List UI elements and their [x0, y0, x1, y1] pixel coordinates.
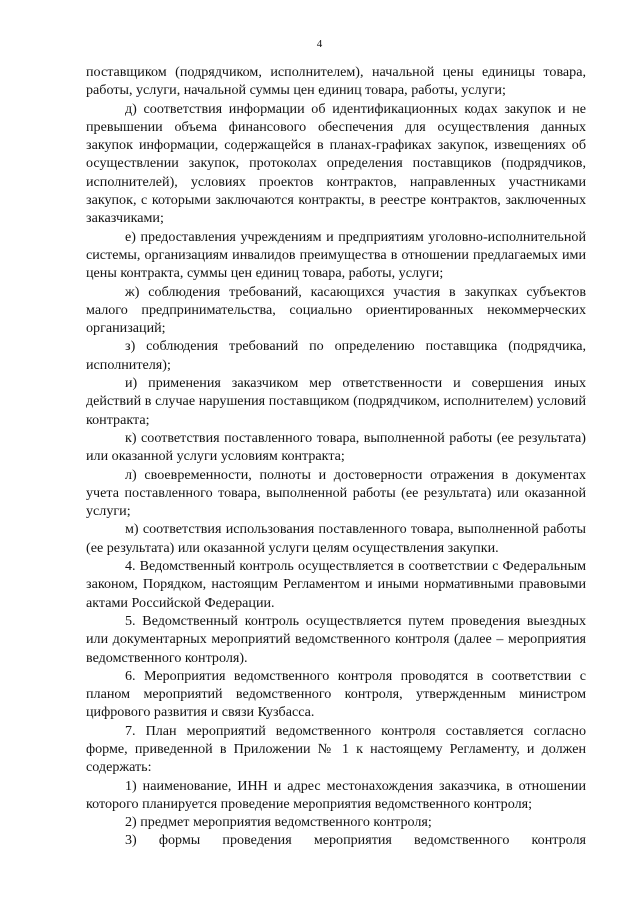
paragraph: 3) формы проведения мероприятия ведомственного контроля — [125, 832, 586, 849]
paragraph: к) соответствия поставленного товара, выполненной работы (ее результата) или оказанной услуги условиям контракта; — [86, 429, 586, 465]
paragraph: и) применения заказчиком мер ответственности и совершения иных действий в случае нарушения поставщиком (подрядчиком, исполнителем) условий контракта; — [86, 375, 586, 428]
page-number: 4 — [316, 38, 323, 50]
paragraph: м) соответствия использования поставленного товара, выполненной работы (ее результата) или оказанной услуги целям осуществления закупки. — [86, 521, 586, 556]
paragraph: 5. Ведомственный контроль осуществляется путем проведения выездных или документарных мероприятий ведомственного контроля (далее – мероприятия ведомственного контроля). — [86, 612, 586, 666]
paragraph: 6. Мероприятия ведомственного контроля проводятся в соответствии с планом мероприятий ведомственного контроля, утвержденным министром цифрового развития и связи Кузбасса. — [86, 667, 586, 721]
paragraph: поставщиком (подрядчиком, исполнителем), начальной цены единицы товара, работы, услуги, начальной суммы цен единиц товара, работы, услуги; — [86, 64, 586, 99]
paragraph: л) своевременности, полноты и достоверности отражения в документах учета поставленного товара, выполненной работы (ее результата) или оказанной услуги; — [86, 466, 586, 520]
paragraph: з) соблюдения требований по определению поставщика (подрядчика, исполнителя); — [86, 338, 586, 373]
paragraph: 1) наименование, ИНН и адрес местонахождения заказчика, в отношении которого планируется проведение мероприятия ведомственного контроля; — [86, 777, 586, 812]
paragraph: 7. План мероприятий ведомственного контроля составляется согласно форме, приведенной в Приложении № 1 к настоящему Регламенту, и должен содержать: — [86, 722, 586, 776]
paragraph: ж) соблюдения требований, касающихся участия в закупках субъектов малого предпринимательства, социально ориентированных некоммерческих организаций; — [86, 283, 586, 337]
paragraph: е) предоставления учреждениям и предприятиям уголовно-исполнительной системы, организациям инвалидов преимущества в отношении предлагаемых ими цены контракта, суммы цен единиц товара, работы, услуги; — [86, 228, 586, 282]
paragraph: д) соответствия информации об идентификационных кодах закупок и не превышении объема финансового обеспечения для осуществления данных закупок информации, содержащейся в планах-графиках закупок, извещениях об осуществлении закупок, протоколах определения поставщиков (подрядчиков, исполнителей), условиях проектов контрактов, направленных участниками закупок, с которыми заключаются контракты, в реестре контрактов, заключенных заказчиками; — [86, 100, 586, 227]
paragraph: 2) предмет мероприятия ведомственного контроля; — [125, 814, 432, 831]
paragraph: 4. Ведомственный контроль осуществляется в соответствии с Федеральным законом, Порядком, настоящим Регламентом и иными нормативными правовыми актами Российской Федерации. — [86, 558, 586, 611]
document-body — [86, 63, 586, 850]
